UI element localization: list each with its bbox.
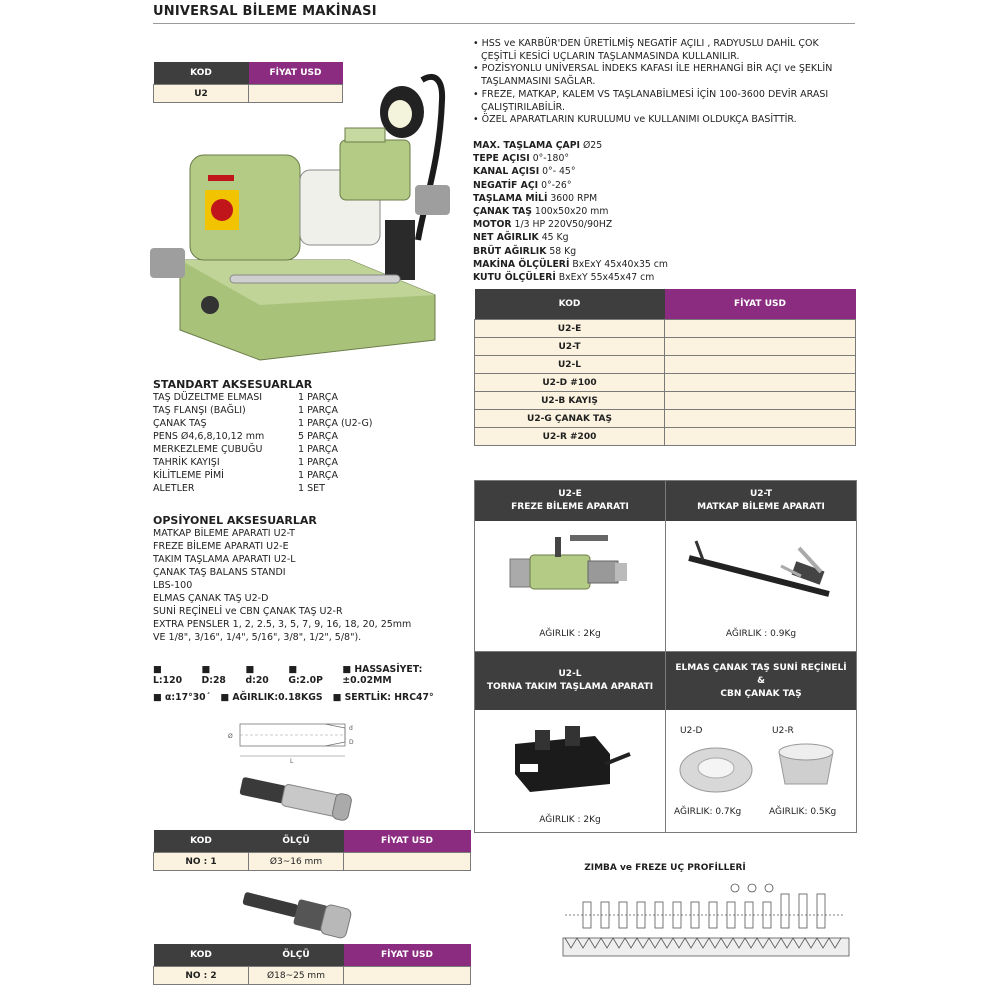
acc-table-row: U2-G ÇANAK TAŞ [475,410,665,428]
spec-row: ÇANAK TAŞ 100x50x20 mm [473,206,609,218]
collet-table-1 [153,830,471,871]
list-item: EXTRA PENSLER 1, 2, 2.5, 3, 5, 7, 9, 16, 18, 20, 25mm [153,619,412,630]
drawing-label-l: L [290,758,294,765]
acc-table-row: U2-L [475,356,665,374]
accessory-card-u2l [474,651,666,833]
acc-table-row: U2-R #200 [475,428,665,446]
optional-accessories-heading: OPSİYONEL AKSESUARLAR [153,514,317,527]
accessory-card-header: U2-L TORNA TAKIM TAŞLAMA APARATI [475,652,665,710]
acc-table-fiyat-header: FİYAT USD [665,289,856,320]
accessory-card-header: U2-E FREZE BİLEME APARATI [475,481,665,521]
collet1-olcu-header: ÖLÇÜ [249,830,344,853]
collet2-kod-header: KOD [154,944,249,967]
list-item: ÇANAK TAŞ 1 PARÇA (U2-G) [153,418,373,429]
feature-item: • HSS ve KARBÜR'DEN ÜRETİLMİŞ NEGATİF AÇILI , RADYUSLU DAHİL ÇOK ÇEŞİTLİ KESİCİ UÇLARIN TAŞLANMASINDA KULLANILIR. [473,38,819,62]
list-item: ELMAS ÇANAK TAŞ U2-D [153,593,269,604]
spec-row: TEPE AÇISI 0°-180° [473,153,570,165]
collet-technical-drawing [225,716,365,766]
main-table-kod-header: KOD [154,62,249,85]
acc-table-price-cell [665,320,856,338]
spec-row: MAKİNA ÖLÇÜLERİ BxExY 45x40x35 cm [473,258,668,270]
milling-sharpening-fixture-image [505,531,635,601]
list-item: MERKEZLEME ÇUBUĞU 1 PARÇA [153,444,338,455]
list-item: PENS Ø4,6,8,10,12 mm 5 PARÇA [153,431,338,442]
acc-table-price-cell [665,338,856,356]
drawing-label-phi: Ø [228,733,233,740]
main-table-kod-cell: U2 [154,85,249,103]
collet1-olcu-cell: Ø3~16 mm [249,853,344,871]
accessory-price-table [474,289,856,446]
feature-item: • FREZE, MATKAP, KALEM VS TAŞLANABİLMESİ İÇİN 100-3600 DEVİR ARASI ÇALIŞTIRILABİLİR. [473,88,829,113]
list-item: ÇANAK TAŞ BALANS STANDI [153,567,286,578]
spec-row: NET AĞIRLIK 45 Kg [473,232,569,244]
collet2-fiyat-cell [344,967,471,985]
accessory-card-header: ELMAS ÇANAK TAŞ SUNİ REÇİNELİ & CBN ÇANAK TAŞ [666,652,856,710]
collet1-kod-cell: NO : 1 [154,853,249,871]
collet1-fiyat-header: FİYAT USD [344,830,471,853]
spec-row: KANAL AÇISI 0°- 45° [473,166,576,178]
collet2-kod-cell: NO : 2 [154,967,249,985]
collet-spec-line-1: ■ L:120 ■ D:28 ■ d:20 ■ G:2.0P ■ HASSASİYET: ±0.02MM [153,664,423,686]
acc-table-row: U2-T [475,338,665,356]
feature-item: • POZİSYONLU UNİVERSAL İNDEKS KAFASI İLE HERHANGİ BİR AÇI ve ŞEKLİN TAŞLANMASINI SAĞLAR. [473,63,833,88]
lathe-tool-grinding-fixture-image [510,724,635,799]
list-item: KİLİTLEME PİMİ 1 PARÇA [153,470,338,481]
accessory-card-u2e [474,480,666,652]
list-item: FREZE BİLEME APARATI U2-E [153,541,289,552]
accessory-weight: AĞIRLIK : 2Kg [539,629,601,639]
accessory-card-u2t [665,480,857,652]
spec-row: TAŞLAMA MİLİ 3600 RPM [473,192,598,204]
list-item: SUNİ REÇİNELİ ve CBN ÇANAK TAŞ U2-R [153,606,343,617]
acc-table-price-cell [665,392,856,410]
spec-row: MOTOR 1/3 HP 220V50/90HZ [473,219,613,231]
spec-row: BRÜT AĞIRLIK 58 Kg [473,245,577,257]
acc-table-price-cell [665,356,856,374]
acc-table-row: U2-D #100 [475,374,665,392]
accessory-card-header: U2-T MATKAP BİLEME APARATI [666,481,856,521]
list-item: VE 1/8", 3/16", 1/4", 5/16", 3/8", 1/2", 5/8"). [153,632,362,643]
main-table-fiyat-header: FİYAT USD [249,62,343,85]
list-item: ALETLER 1 SET [153,483,325,494]
acc-table-row: U2-B KAYIŞ [475,392,665,410]
acc-table-price-cell [665,410,856,428]
list-item: TAŞ FLANŞI (BAĞLI) 1 PARÇA [153,405,338,416]
collet-no2-image [238,883,358,941]
list-item: MATKAP BİLEME APARATI U2-T [153,528,295,539]
cup-wheels-image [671,740,851,800]
wheel-code-right: U2-R [772,726,794,736]
accessory-weight: AĞIRLIK : 0.9Kg [725,629,797,639]
collet-no1-image [235,770,360,825]
wheel-weight-left: AĞIRLIK: 0.7Kg [674,807,742,817]
grinding-machine-image [150,60,460,370]
standard-accessories-heading: STANDART AKSESUARLAR [153,378,313,391]
collet1-kod-header: KOD [154,830,249,853]
list-item: TAHRİK KAYIŞI 1 PARÇA [153,457,338,468]
spec-list [473,139,853,284]
spec-row: MAX. TAŞLAMA ÇAPI Ø25 [473,140,603,151]
collet2-olcu-cell: Ø18~25 mm [249,967,344,985]
wheel-code-left: U2-D [680,726,703,736]
accessory-weight: AĞIRLIK : 2Kg [539,815,601,825]
acc-table-row: U2-E [475,320,665,338]
collet-table-2 [153,944,471,985]
page-title: UNIVERSAL BİLEME MAKİNASI [153,4,377,19]
feature-item: • ÖZEL APARATLARIN KURULUMU ve KULLANIMI OLDUKÇA BASİTTİR. [473,114,797,126]
collet2-fiyat-header: FİYAT USD [344,944,471,967]
optional-accessories [153,514,463,644]
wheel-weight-right: AĞIRLIK: 0.5Kg [769,807,837,817]
spec-row: NEGATİF AÇI 0°-26° [473,179,572,191]
accessory-card-diamond-wheels [665,651,857,833]
tool-profiles-diagram [555,880,855,962]
collet1-fiyat-cell [344,853,471,871]
drill-sharpening-fixture-image [681,536,841,606]
acc-table-kod-header: KOD [475,289,665,320]
collet-spec-line-2: ■ α:17°30´ ■ AĞIRLIK:0.18KGS ■ SERTLİK: HRC47° [153,692,434,703]
accessory-grid [474,480,856,832]
spec-row: KUTU ÖLÇÜLERİ BxExY 55x45x47 cm [473,272,655,284]
standard-accessories [153,378,463,495]
collet2-olcu-header: ÖLÇÜ [249,944,344,967]
list-item: LBS-100 [153,580,193,591]
acc-table-price-cell [665,374,856,392]
profiles-title: ZIMBA ve FREZE UÇ PROFİLLERİ [584,863,746,873]
drawing-label-d-small: d [349,725,353,732]
list-item: TAKIM TAŞLAMA APARATI U2-L [153,554,296,565]
list-item: TAŞ DÜZELTME ELMASI 1 PARÇA [153,392,338,403]
drawing-label-d-large: D [349,739,354,746]
title-divider [153,23,855,24]
acc-table-price-cell [665,428,856,446]
feature-list [473,38,855,127]
